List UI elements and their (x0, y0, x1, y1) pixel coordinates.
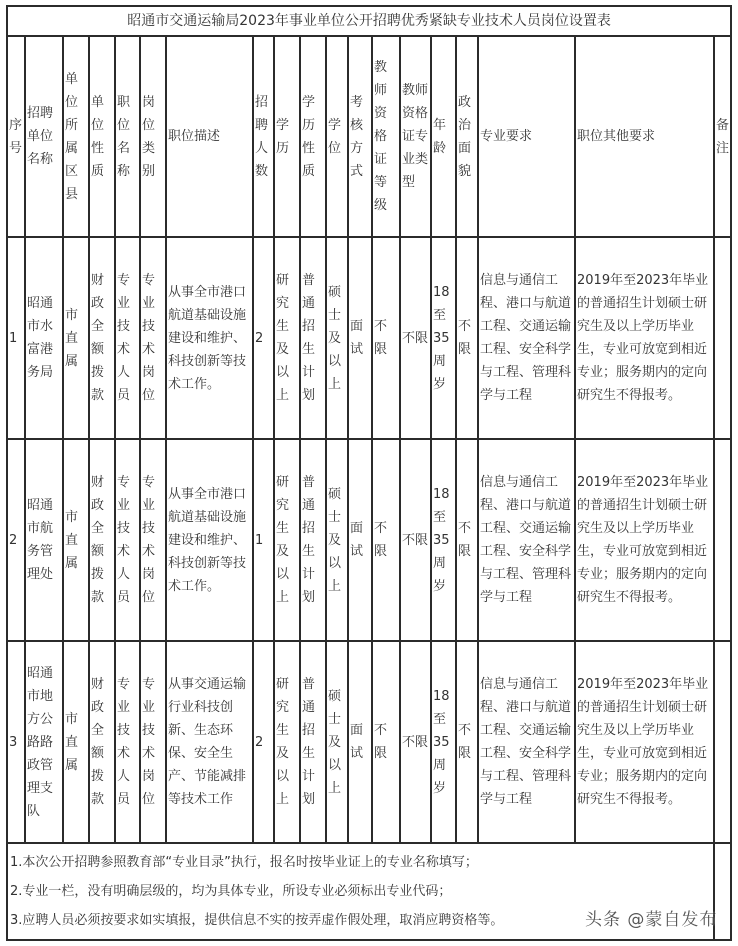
cell-district: 市直属 (63, 237, 89, 439)
cell-count: 2 (253, 237, 274, 439)
header-cell: 考核方式 (348, 36, 372, 237)
cell-education: 研究生及以上 (274, 641, 300, 843)
table-row (7, 237, 731, 439)
table-title: 昭通市交通运输局2023年事业单位公开招聘优秀紧缺专业技术人员岗位设置表 (7, 6, 731, 36)
cell-edu-type: 普通招生计划 (300, 439, 326, 641)
recruitment-table-sheet (6, 5, 732, 941)
table-row (7, 641, 731, 843)
cell-position: 专业技术人员 (115, 439, 140, 641)
header-cell: 备注 (714, 36, 731, 237)
header-cell: 专业要求 (478, 36, 575, 237)
cell-teacher-type: 不限 (400, 237, 431, 439)
cell-category: 专业技术岗位 (140, 439, 166, 641)
cell-description: 从事全市港口航道基础设施建设和维护、科技创新等技术工作。 (166, 439, 253, 641)
cell-unit: 昭通市航务管理处 (25, 439, 63, 641)
cell-degree: 硕士及以上 (326, 641, 348, 843)
header-cell: 教师资格证专业类型 (400, 36, 431, 237)
cell-degree: 硕士及以上 (326, 237, 348, 439)
cell-political: 不限 (456, 641, 478, 843)
cell-no: 3 (7, 641, 25, 843)
header-cell: 政治面貌 (456, 36, 478, 237)
header-cell: 序号 (7, 36, 25, 237)
cell-age: 18至35周岁 (431, 439, 456, 641)
cell-description: 从事全市港口航道基础设施建设和维护、科技创新等技术工作。 (166, 237, 253, 439)
cell-district: 市直属 (63, 439, 89, 641)
cell-unit: 昭通市地方公路路政管理支队 (25, 641, 63, 843)
note-line: 3.应聘人员必须按要求如实填报，提供信息不实的按弄虚作假处理，取消应聘资格等。 (10, 913, 504, 928)
recruitment-table (6, 5, 732, 941)
cell-count: 1 (253, 439, 274, 641)
header-cell: 单位性质 (89, 36, 115, 237)
cell-remark (714, 641, 731, 843)
cell-exam: 面试 (348, 641, 372, 843)
header-cell: 招聘人数 (253, 36, 274, 237)
header-cell: 单位所属区县 (63, 36, 89, 237)
cell-remark (714, 237, 731, 439)
cell-major: 信息与通信工程、港口与航道工程、交通运输工程、安全科学与工程、管理科学与工程 (478, 237, 575, 439)
header-cell: 职位其他要求 (575, 36, 714, 237)
watermark-text: 头条 @蒙自发布 (585, 910, 718, 930)
cell-political: 不限 (456, 439, 478, 641)
header-cell: 学历性质 (300, 36, 326, 237)
cell-remark (714, 439, 731, 641)
cell-degree: 硕士及以上 (326, 439, 348, 641)
cell-category: 专业技术岗位 (140, 641, 166, 843)
cell-exam: 面试 (348, 439, 372, 641)
cell-nature: 财政全额拨款 (89, 439, 115, 641)
cell-description: 从事交通运输行业科技创新、生态环保、安全生产、节能减排等技术工作 (166, 641, 253, 843)
cell-teacher-type: 不限 (400, 439, 431, 641)
header-cell: 年龄 (431, 36, 456, 237)
cell-teacher-level: 不限 (372, 641, 400, 843)
cell-position: 专业技术人员 (115, 641, 140, 843)
cell-age: 18至35周岁 (431, 237, 456, 439)
cell-other: 2019年至2023年毕业的普通招生计划硕士研究生及以上学历毕业生，专业可放宽到相近专业；服务期内的定向研究生不得报考。 (575, 641, 714, 843)
cell-position: 专业技术人员 (115, 237, 140, 439)
cell-no: 2 (7, 439, 25, 641)
cell-no: 1 (7, 237, 25, 439)
cell-political: 不限 (456, 237, 478, 439)
note-line: 2.专业一栏，没有明确层级的，均为具体专业，所设专业必须标出专业代码； (10, 884, 452, 899)
cell-teacher-type: 不限 (400, 641, 431, 843)
cell-other: 2019年至2023年毕业的普通招生计划硕士研究生及以上学历毕业生，专业可放宽到相近专业；服务期内的定向研究生不得报考。 (575, 439, 714, 641)
header-row (7, 36, 731, 237)
cell-edu-type: 普通招生计划 (300, 237, 326, 439)
cell-education: 研究生及以上 (274, 237, 300, 439)
header-cell: 职位描述 (166, 36, 253, 237)
header-cell: 学位 (326, 36, 348, 237)
header-cell: 职位名称 (115, 36, 140, 237)
header-cell: 学历 (274, 36, 300, 237)
cell-count: 2 (253, 641, 274, 843)
table-row (7, 439, 731, 641)
cell-unit: 昭通市水富港务局 (25, 237, 63, 439)
cell-major: 信息与通信工程、港口与航道工程、交通运输工程、安全科学与工程、管理科学与工程 (478, 641, 575, 843)
cell-other: 2019年至2023年毕业的普通招生计划硕士研究生及以上学历毕业生，专业可放宽到相近专业；服务期内的定向研究生不得报考。 (575, 237, 714, 439)
title-row (7, 6, 731, 36)
header-cell: 教师资格证等级 (372, 36, 400, 237)
cell-education: 研究生及以上 (274, 439, 300, 641)
cell-teacher-level: 不限 (372, 237, 400, 439)
cell-exam: 面试 (348, 237, 372, 439)
header-cell: 招聘单位名称 (25, 36, 63, 237)
cell-teacher-level: 不限 (372, 439, 400, 641)
cell-nature: 财政全额拨款 (89, 237, 115, 439)
cell-category: 专业技术岗位 (140, 237, 166, 439)
cell-major: 信息与通信工程、港口与航道工程、交通运输工程、安全科学与工程、管理科学与工程 (478, 439, 575, 641)
cell-age: 18至35周岁 (431, 641, 456, 843)
cell-district: 市直属 (63, 641, 89, 843)
header-cell: 岗位类别 (140, 36, 166, 237)
cell-nature: 财政全额拨款 (89, 641, 115, 843)
cell-edu-type: 普通招生计划 (300, 641, 326, 843)
note-line: 1.本次公开招聘参照教育部“专业目录”执行，报名时按毕业证上的专业名称填写； (10, 855, 478, 870)
